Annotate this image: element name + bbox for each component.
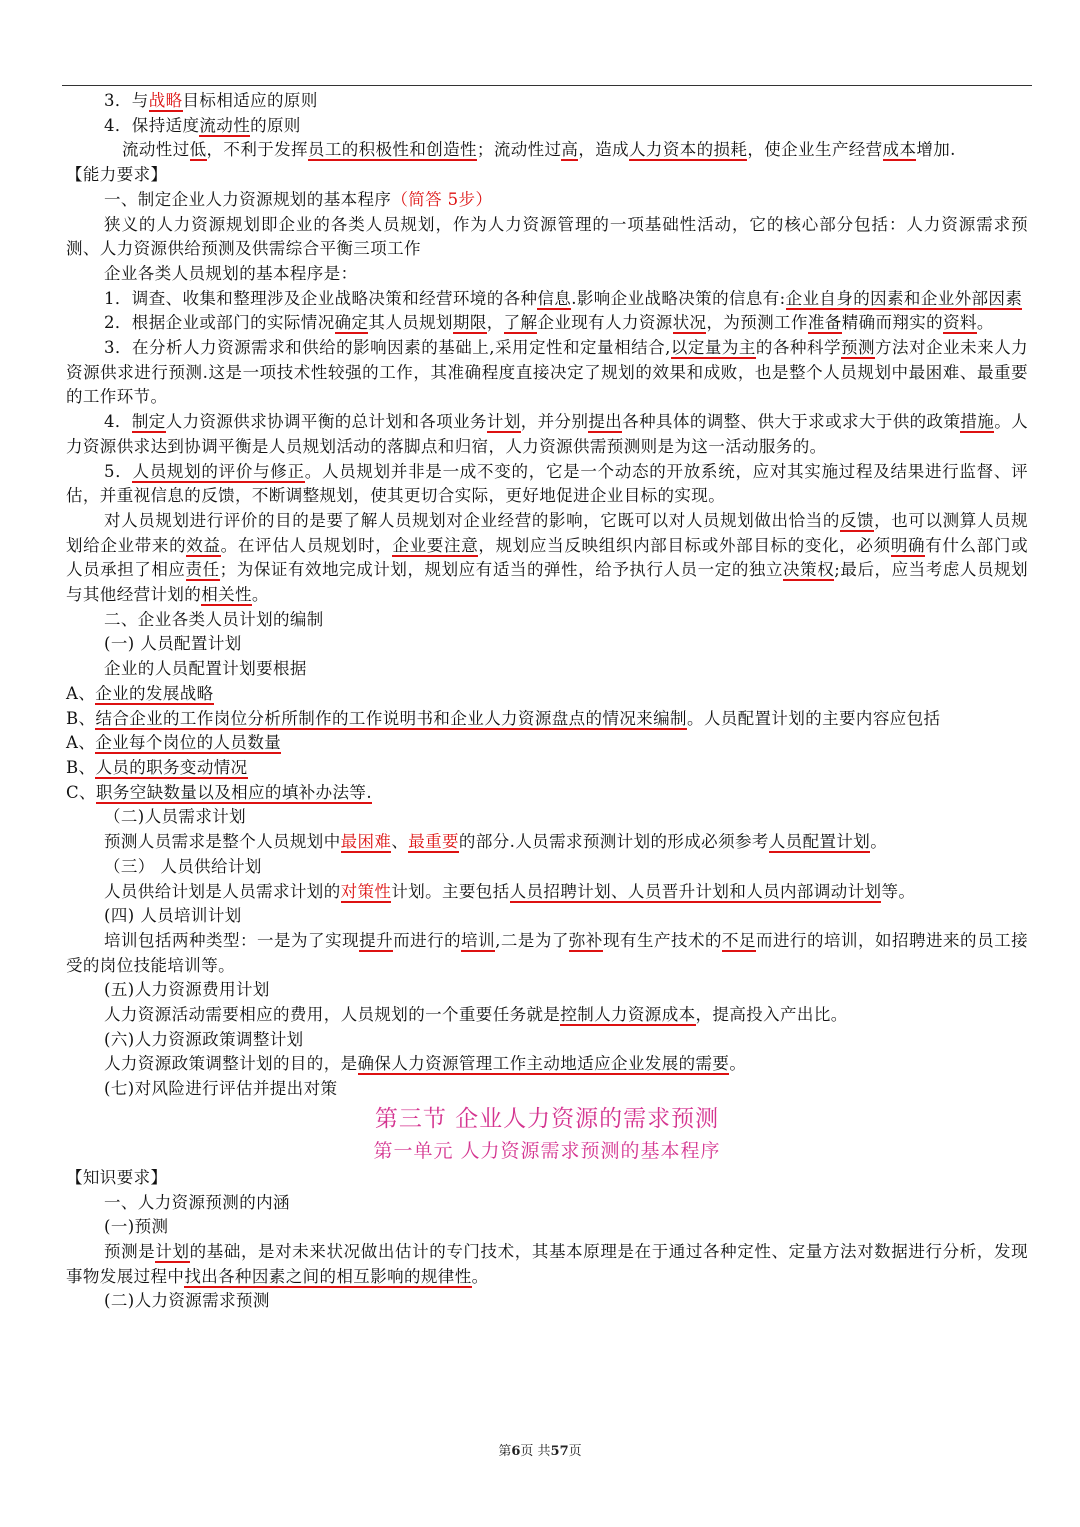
item-a-strategy: A、企业的发展战略 bbox=[66, 683, 214, 703]
heading-risk-plan: (七)对风险进行评估并提出对策 bbox=[104, 1079, 338, 1099]
page-total: 57 bbox=[550, 1444, 569, 1459]
item-c-vacancies: C、职务空缺数量以及相应的填补办法等. bbox=[66, 782, 372, 802]
paragraph-demand-plan: 预测人员需求是整个人员规划中最困难、最重要的部分.人员需求预测计划的形成必须参考人员配置计划。 bbox=[104, 832, 888, 852]
line-staffing-basis: 企业的人员配置计划要根据 bbox=[104, 659, 307, 679]
heading-training-plan: (四) 人员培训计划 bbox=[104, 906, 242, 926]
line-principle-4: 4．保持适度流动性的原则 bbox=[104, 115, 301, 135]
paragraph-evaluation: 对人员规划进行评价的目的是要了解人员规划对企业经营的影响，它既可以对人员规划做出恰当的反馈，也可以测算人员规划给企业带来的效益。在评估人员规划时，企业要注意，规划应当反映组织内部目标或外部目标的变化，必须明确有什么部门或人员承担了相应责任；为保证有效地完成计划，规划应有适当的弹性，给予执行人员一定的独立决策权;最后，应当考虑人员规划与其他经营计划的相关性。 bbox=[66, 510, 1029, 605]
heading-forecast-meaning: 一、人力资源预测的内涵 bbox=[104, 1192, 290, 1212]
heading-forecast: (一)预测 bbox=[104, 1217, 169, 1237]
paragraph-training-plan: 培训包括两种类型：一是为了实现提升而进行的培训,二是为了弥补现有生产技术的不足而进行的培训，如招聘进来的员工接受的岗位技能培训等。 bbox=[66, 930, 1028, 975]
page-number: 6 bbox=[511, 1444, 521, 1459]
paragraph-cost-plan: 人力资源活动需要相应的费用，人员规划的一个重要任务就是控制人力资源成本，提高投入产出比。 bbox=[104, 1005, 848, 1025]
section-title: 第三节 企业人力资源的需求预测 bbox=[374, 1105, 720, 1132]
heading-staffing-plan: (一) 人员配置计划 bbox=[104, 634, 242, 654]
header-rule bbox=[62, 85, 1032, 86]
paragraph-supply-plan: 人员供给计划是人员需求计划的对策性计划。主要包括人员招聘计划、人员晋升计划和人员内部调动计划等。 bbox=[104, 881, 916, 901]
heading-ability-requirements: 【能力要求】 bbox=[66, 165, 168, 185]
page-footer: 第6页 共57页 bbox=[498, 1444, 582, 1459]
heading-plans: 二、企业各类人员计划的编制 bbox=[104, 609, 324, 629]
heading-policy-plan: (六)人力资源政策调整计划 bbox=[104, 1029, 304, 1049]
item-a-headcount: A、企业每个岗位的人员数量 bbox=[66, 733, 282, 753]
unit-title: 第一单元 人力资源需求预测的基本程序 bbox=[373, 1139, 721, 1162]
heading-demand-forecast: (二)人力资源需求预测 bbox=[104, 1291, 270, 1311]
step-1: 1．调查、收集和整理涉及企业战略决策和经营环境的各种信息.影响企业战略决策的信息有:企业自身的因素和企业外部因素 bbox=[104, 288, 1023, 308]
paragraph-procedure-intro: 企业各类人员规划的基本程序是： bbox=[104, 263, 358, 283]
step-5: 5．人员规划的评价与修正。人员规划并非是一成不变的，它是一个动态的开放系统，应对其实施过程及结果进行监督、评估，并重视信息的反馈，不断调整规划，使其更切合实际，更好地促进企业目标的实现。 bbox=[66, 461, 1028, 506]
step-3: 3．在分析人力资源需求和供给的影响因素的基础上,采用定性和定量相结合,以定量为主的各种科学预测方法对企业未来人力资源供求进行预测.这是一项技术性较强的工作，其准确程度直接决定了规划的效果和成败，也是整个人员规划中最困难、最重要的工作环节。 bbox=[66, 338, 1028, 407]
heading-cost-plan: (五)人力资源费用计划 bbox=[104, 980, 270, 1000]
heading-procedure: 一、制定企业人力资源规划的基本程序（简答 5步） bbox=[104, 189, 493, 209]
item-b-job-changes: B、人员的职务变动情况 bbox=[66, 757, 248, 777]
paragraph-policy-plan: 人力资源政策调整计划的目的，是确保人力资源管理工作主动地适应企业发展的需要。 bbox=[104, 1054, 747, 1074]
heading-knowledge-requirements: 【知识要求】 bbox=[66, 1167, 168, 1187]
paragraph-narrow-definition: 狭义的人力资源规划即企业的各类人员规划，作为人力资源管理的一项基础性活动，它的核心部分包括：人力资源需求预测、人力资源供给预测及供需综合平衡三项工作 bbox=[66, 214, 1028, 259]
item-b-job-analysis: B、结合企业的工作岗位分析所制作的工作说明书和企业人力资源盘点的情况来编制。人员配置计划的主要内容应包括 bbox=[66, 708, 941, 728]
step-2: 2．根据企业或部门的实际情况确定其人员规划期限，了解企业现有人力资源状况，为预测工作准备精确而翔实的资料。 bbox=[104, 313, 994, 333]
paragraph-liquidity: 流动性过低，不利于发挥员工的积极性和创造性；流动性过高，造成人力资本的损耗，使企业生产经营成本增加. bbox=[122, 140, 956, 160]
line-principle-3: 3．与战略目标相适应的原则 bbox=[104, 91, 318, 110]
step-4: 4．制定人力资源供求协调平衡的总计划和各项业务计划，并分别提出各种具体的调整、供大于求或求大于供的政策措施。人力资源供求达到协调平衡是人员规划活动的落脚点和归宿，人力资源供需预测则是为这一活动服务的。 bbox=[66, 412, 1028, 456]
paragraph-forecast: 预测是计划的基础，是对未来状况做出估计的专门技术，其基本原理是在于通过各种定性、定量方法对数据进行分析，发现事物发展过程中找出各种因素之间的相互影响的规律性。 bbox=[66, 1241, 1028, 1286]
document-body bbox=[66, 89, 1028, 1314]
heading-supply-plan: （三） 人员供给计划 bbox=[104, 856, 262, 876]
heading-demand-plan: （二)人员需求计划 bbox=[104, 807, 247, 827]
